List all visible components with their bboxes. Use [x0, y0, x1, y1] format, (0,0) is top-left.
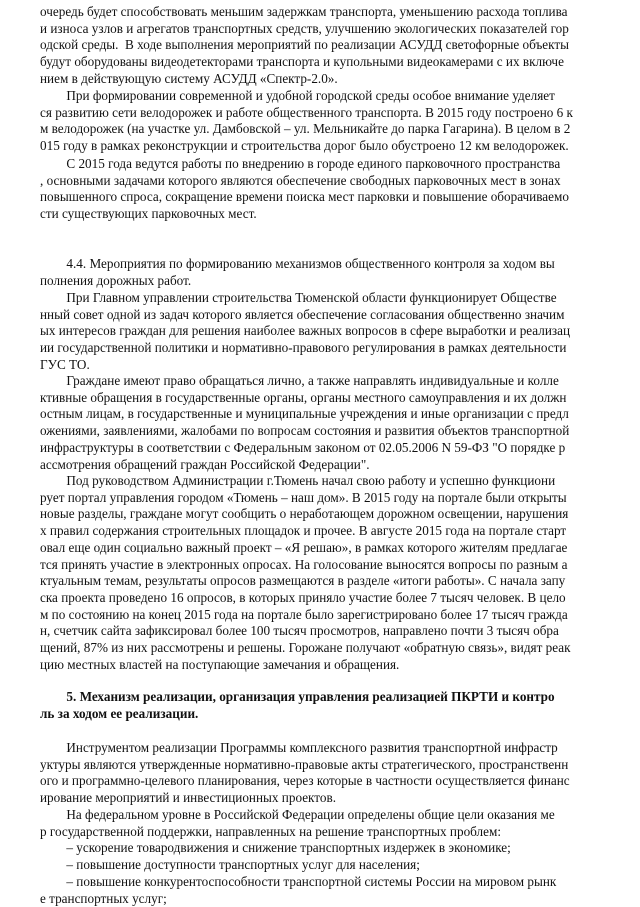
text-line: Инструментом реализации Программы комплексного развития транспортной инфрастр: [40, 740, 558, 755]
text-line: овал еще один социально важный проект – «Я решаю», в рамках которого жителям предлагае: [40, 539, 568, 555]
text-line: м велодорожек (на участке ул. Дамбовской – ул. Мельникайте до парка Гагарина). В целом в 2: [40, 121, 571, 137]
text-line: , основными задачами которого являются обеспечение свободных парковочных мест в зонах: [40, 172, 561, 188]
text-line: нный совет одной из задач которого является обеспечение согласования общественно значим: [40, 306, 565, 322]
paragraph-bike-lanes: [40, 88, 608, 155]
text-line: рует портал управления городом «Тюмень – наш дом». В 2015 году на портале были открыты: [40, 489, 567, 505]
text-line: будут оборудованы видеодетекторами транспорта и купольными видеокамерами с их включе: [40, 54, 564, 70]
list-item: – повышение доступности транспортных услуг для населения;: [40, 857, 420, 873]
text-line: ска проекта проведено 16 опросов, в которых приняло участие более 7 тысяч человек. В цело: [40, 589, 566, 605]
text-line: новые разделы, граждане могут сообщить о неработающем дорожном освещении, нарушения: [40, 506, 569, 522]
text-line: тся принять участие в электронных опросах. На голосование выносятся вопросы по разным а: [40, 556, 568, 572]
heading-line: ль за ходом ее реализации.: [40, 705, 199, 721]
paragraph-federal-goals: [40, 807, 608, 907]
text-line: ся развитию сети велодорожек и работе общественного транспорта. В 2015 году построено 6 к: [40, 104, 573, 120]
list-item: – повышение конкурентоспособности транспортной системы России на мировом рынк: [40, 873, 557, 889]
text-line: При формировании современной и удобной городской среды особое внимание уделяет: [40, 88, 555, 103]
text-line: х правил содержания строительных площадок и прочее. В августе 2015 года на портале старт: [40, 523, 567, 539]
text-line: ии государственной политики и нормативно-правового регулирования в рамках деятельности: [40, 340, 567, 356]
text-line: ассмотрения обращений граждан Российской Федерации".: [40, 456, 370, 472]
text-line: 015 году в рамках реконструкции и строительства дорог было обустроено 12 км велодорожек.: [40, 138, 569, 154]
text-line: очередь будет способствовать меньшим задержкам транспорта, уменьшению расхода топлива: [40, 4, 568, 19]
text-line: ого и программно-целевого планирования, через которые в частности осуществляется финанс: [40, 773, 570, 789]
text-line: одской среды. В ходе выполнения мероприятий по реализации АСУДД светофорные объекты: [40, 37, 569, 53]
text-line: сти существующих парковочных мест.: [40, 206, 257, 222]
paragraph-program-instrument: [40, 740, 608, 807]
text-line: ых интересов граждан для решения наиболее важных вопросов в сфере выработки и реализац: [40, 323, 571, 339]
text-line: На федеральном уровне в Российской Федерации определены общие цели оказания ме: [40, 807, 555, 822]
heading-line: 5. Механизм реализации, организация управления реализацией ПКРТИ и контро: [40, 689, 555, 704]
text-line: При Главном управлении строительства Тюменской области функционирует Обществе: [40, 290, 557, 305]
text-line: инфраструктуры в соответствии с Федеральным законом от 02.05.2006 N 59-ФЗ "О порядке р: [40, 439, 566, 455]
text-line: С 2015 года ведутся работы по внедрению в городе единого парковочного пространства: [40, 156, 561, 171]
text-line: ирование мероприятий и инвестиционных проектов.: [40, 790, 336, 806]
paragraph-public-council: [40, 290, 608, 374]
text-line: повышенного спроса, сокращение времени поиска мест парковки и повышение оборачиваемо: [40, 189, 569, 205]
text-line: 4.4. Мероприятия по формированию механизмов общественного контроля за ходом вы: [40, 256, 555, 271]
text-line: р государственной поддержки, направленных на решение транспортных проблем:: [40, 823, 501, 839]
text-line: щений, 87% из них рассмотрены и решены. Горожане получают «обратную связь», видят реак: [40, 640, 571, 656]
text-line: ктуальным темам, результаты опросов размещаются в разделе «итоги работы». С начала запу: [40, 573, 566, 589]
text-line: н, счетчик сайта зафиксировал более 100 тысяч просмотров, направлено почти 3 тысяч обра: [40, 623, 559, 639]
paragraph-parking-space: [40, 156, 608, 223]
text-line: полнения дорожных работ.: [40, 272, 192, 288]
list-item: – ускорение товародвижения и снижение транспортных издержек в экономике;: [40, 840, 511, 856]
paragraph-citizen-appeals: [40, 373, 608, 473]
text-line: и износа узлов и агрегатов транспортных средств, улучшению экологических показателей гор: [40, 20, 569, 36]
section-5-heading: [40, 689, 608, 722]
paragraph-asudd-equipment: [40, 4, 608, 88]
text-line: ГУС ТО.: [40, 356, 90, 372]
text-line: нием в действующую систему АСУДД «Спектр-2.0».: [40, 70, 338, 86]
text-line: Граждане имеют право обращаться лично, а также направлять индивидуальные и колле: [40, 373, 559, 388]
text-line: остным лицам, в государственные и муниципальные учреждения и иные организации с предл: [40, 406, 569, 422]
paragraph-city-portal: [40, 473, 608, 673]
text-line: ктивные обращения в государственные органы, органы местного самоуправления и их должн: [40, 389, 567, 405]
text-line: ожениями, заявлениями, жалобами по вопросам состояния и развития объектов транспортной: [40, 423, 570, 439]
paragraph-section-4-4-title: [40, 256, 608, 289]
text-line: цию местных властей на поступающие замечания и обращения.: [40, 656, 400, 672]
text-line: м по состоянию на конец 2015 года на портале было зарегистрировано более 17 тысяч гражда: [40, 606, 568, 622]
text-line: уктуры являются утвержденные нормативно-правовые акты стратегического, пространственн: [40, 756, 569, 772]
text-line: Под руководством Администрации г.Тюмень начал свою работу и успешно функциони: [40, 473, 556, 488]
text-line: е транспортных услуг;: [40, 890, 167, 906]
